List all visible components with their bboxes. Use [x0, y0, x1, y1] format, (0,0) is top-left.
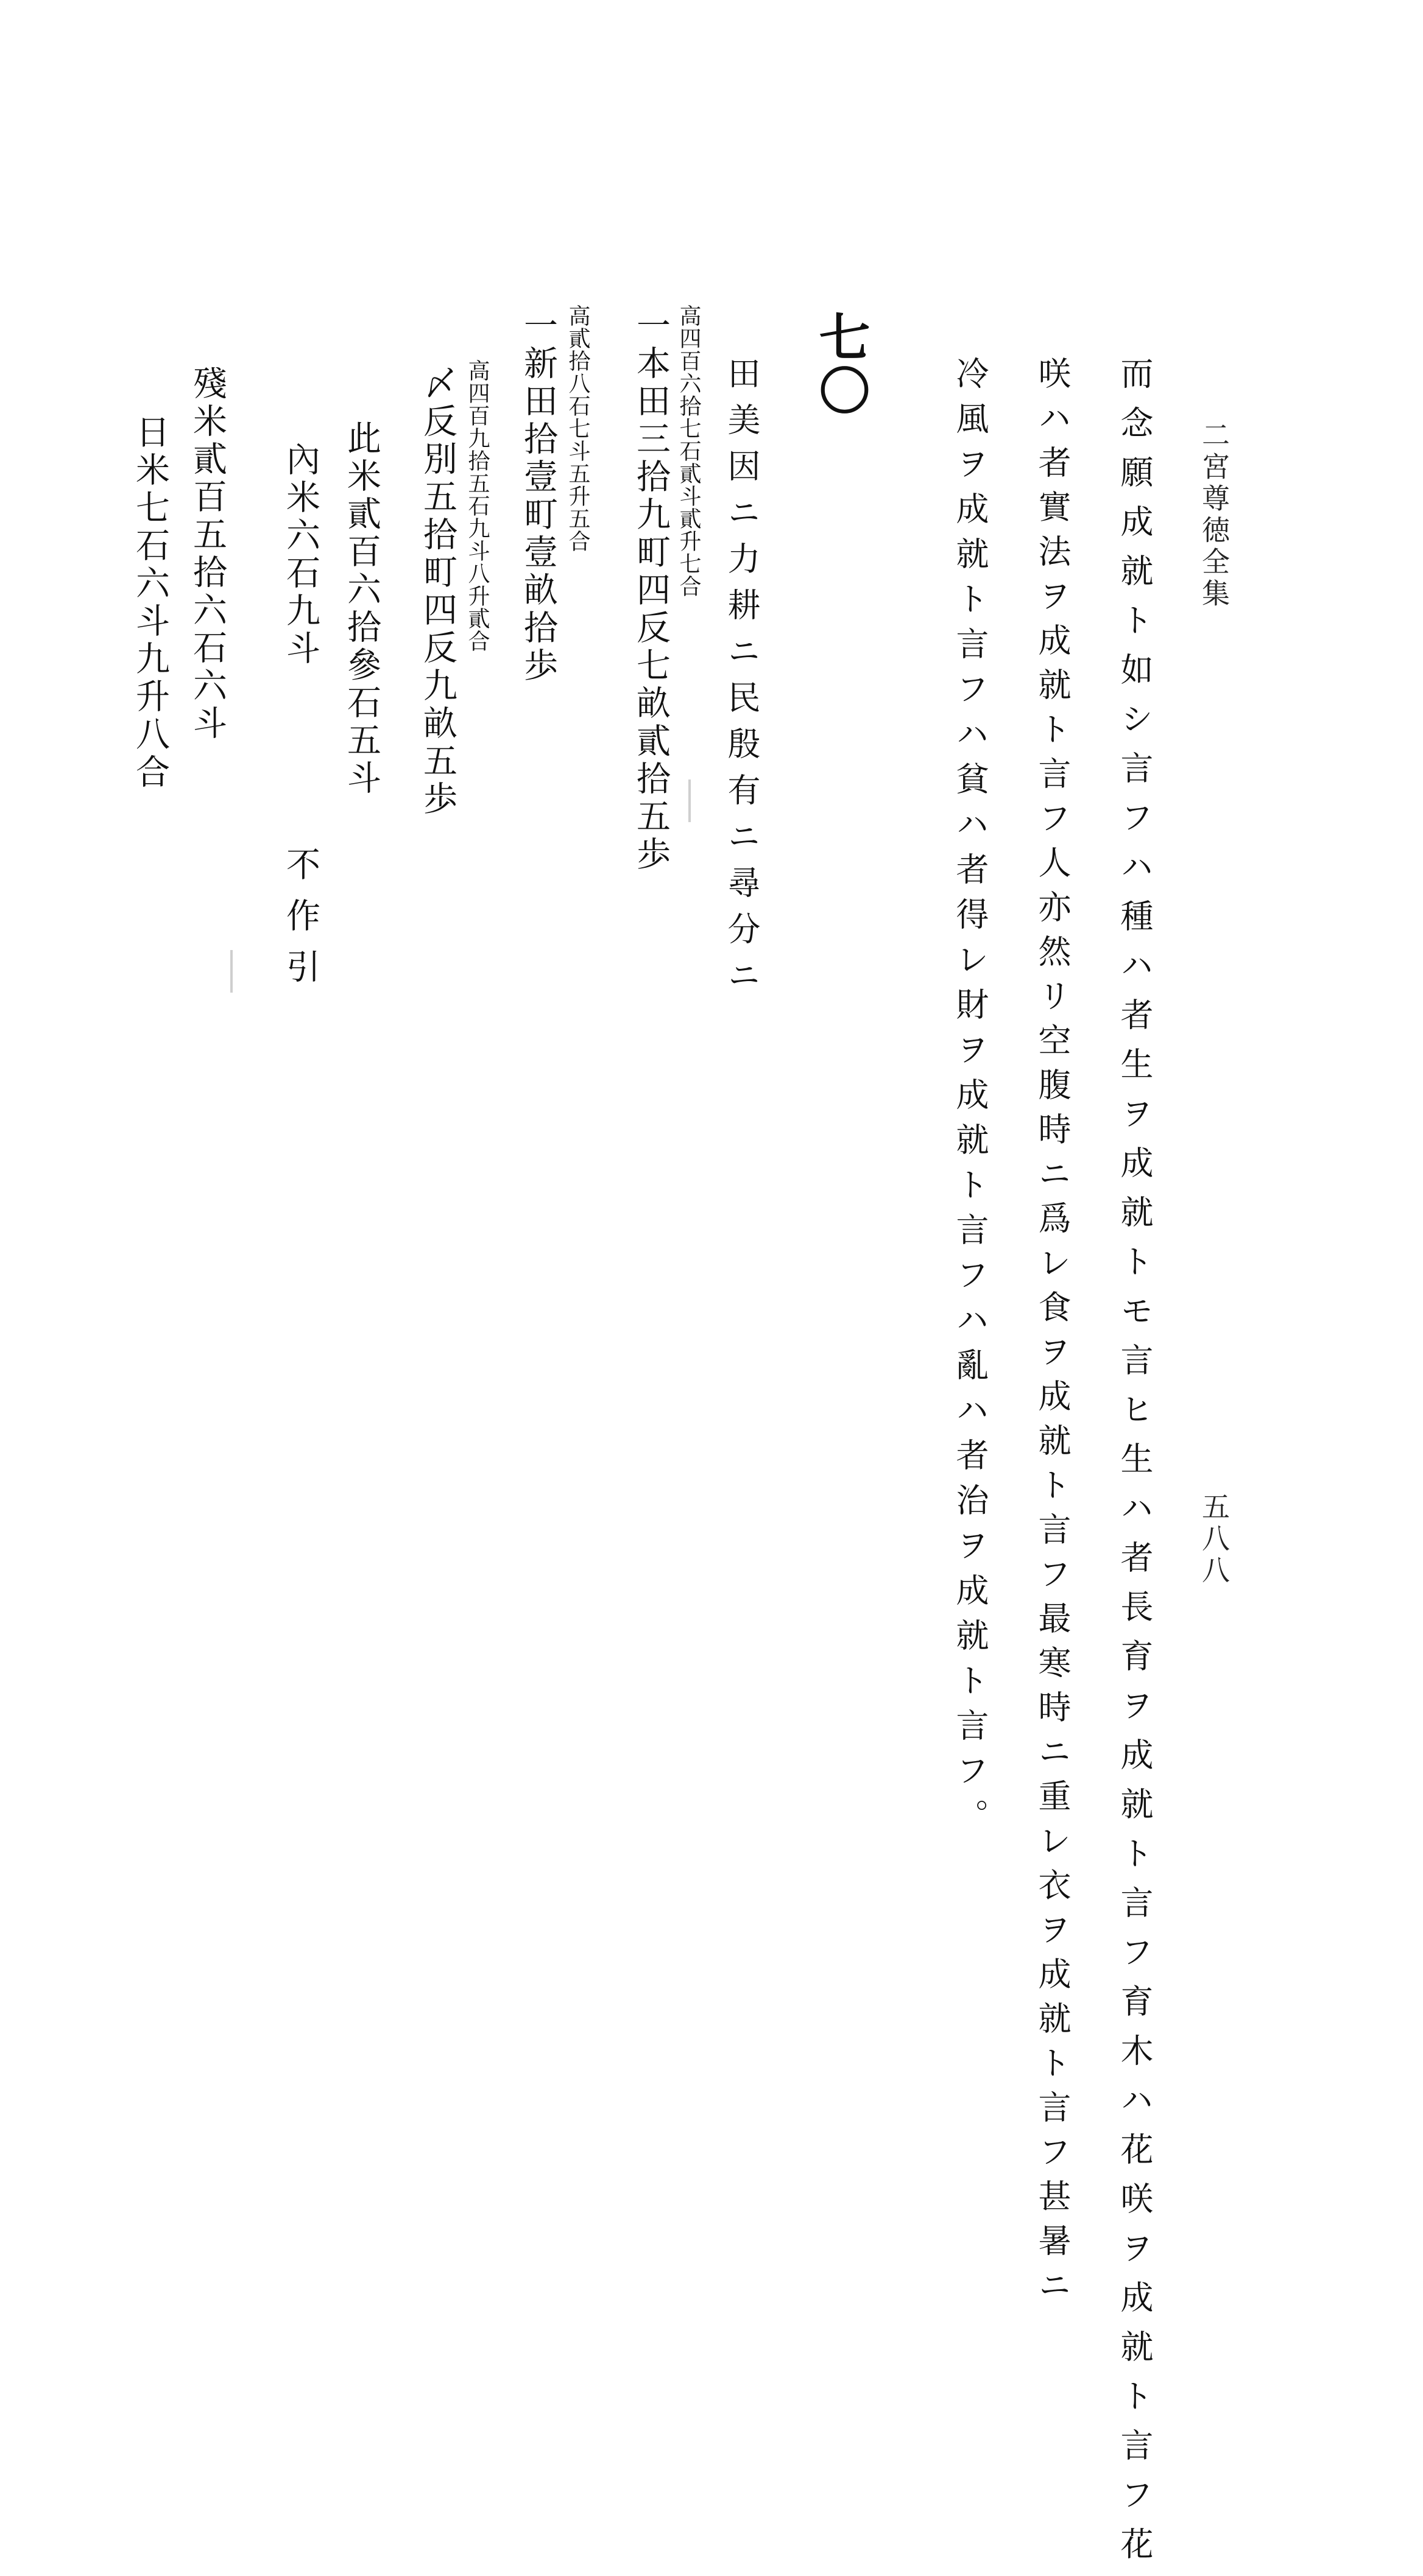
entry-note-2: 高貳拾八石七斗五升五合 — [565, 304, 590, 552]
page-number: 五八八 — [1198, 1492, 1231, 1587]
entry-note-1: 高四百六拾七石貳斗貳升七合 — [676, 304, 701, 597]
entry-text-6: 殘米貳百五拾六石六斗 — [188, 365, 227, 743]
print-smudge — [688, 779, 691, 822]
paragraph-line-1: 而念願成就ト如シ言フハ種ハ者生ヲ成就トモ言ヒ生ハ者長育ヲ成就ト言フ育木ハ花咲ヲ成就ト言フ花 — [1115, 356, 1154, 2576]
remark-not-cultivated: 不作引 — [281, 846, 320, 1000]
paragraph-line-3: 冷風ヲ成就ト言フハ貧ハ者得レ財ヲ成就ト言フハ亂ハ者治ヲ成就ト言フ。 — [951, 356, 989, 1843]
print-smudge — [230, 950, 233, 993]
entry-text-1: 一本田三拾九町四反七畝貳拾五歩 — [631, 308, 671, 874]
entry-text-3: 〆反別五拾町四反九畝五歩 — [418, 365, 457, 818]
paragraph-line-2: 咲ハ者實法ヲ成就ト言フ人亦然リ空腹時ニ爲レ食ヲ成就ト言フ最寒時ニ重レ衣ヲ成就ト言フ甚暑ニ — [1033, 356, 1072, 2312]
book-title: 二宮尊徳全集 — [1198, 420, 1231, 610]
entry-text-5: 內米六石九斗 — [281, 442, 320, 668]
entry-text-4: 此米貳百六拾參石五斗 — [342, 420, 381, 798]
section-number: 七〇 — [811, 311, 871, 418]
section-heading: 田美因ニ力耕ニ民殷有ニ尋分ニ — [722, 356, 761, 1004]
entry-text-7: 日米七石六斗九升八合 — [130, 414, 170, 792]
entry-text-2: 一新田拾壹町壹畝拾歩 — [518, 308, 558, 685]
entry-note-3: 高四百九拾五石九斗八升貳合 — [465, 359, 490, 652]
